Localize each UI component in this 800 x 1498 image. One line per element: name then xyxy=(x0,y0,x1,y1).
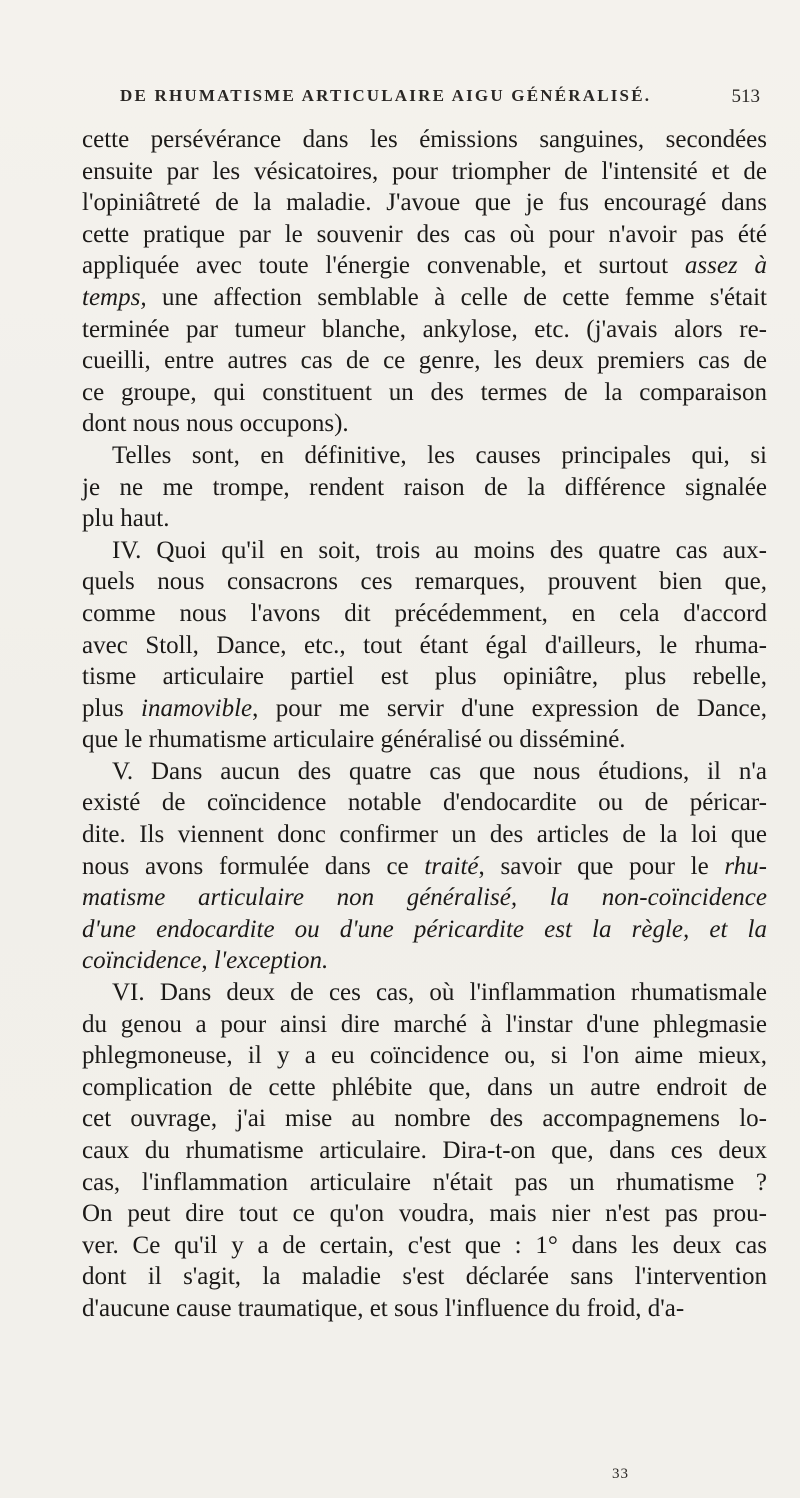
text-line xyxy=(82,914,767,946)
text-segment: plus xyxy=(82,694,142,722)
text-line: existé de coïncidence notable d'endocardite ou de péricar- xyxy=(82,789,767,817)
text-line: dite. Ils viennent donc confirmer un des articles de la loi que xyxy=(82,821,767,849)
running-title: DE RHUMATISME ARTICULAIRE AIGU GÉNÉRALISÉ. xyxy=(120,86,652,105)
text-line: IV. Quoi qu'il en soit, trois au moins des quatre cas aux- xyxy=(112,536,767,564)
text-line: VI. Dans deux de ces cas, où l'inflammation rhumatismale xyxy=(112,979,767,1007)
text-line: l'opiniâtreté de la maladie. J'avoue que je fus encouragé dans xyxy=(82,189,767,217)
text-line: cette persévérance dans les émissions sanguines, secondées xyxy=(82,126,767,153)
italic-text: inamovible xyxy=(141,694,253,722)
text-segment: , savoir que pour le xyxy=(478,852,725,880)
italic-text: temps, xyxy=(82,283,147,311)
text-line: terminée par tumeur blanche, ankylose, etc. (j'avais alors re- xyxy=(82,315,767,343)
text-segment: une affection semblable à celle de cette femme s'était xyxy=(146,283,767,311)
italic-text: matisme articulaire non généralisé, la non-coïncidence xyxy=(82,884,767,912)
text-line: d'aucune cause traumatique, et sous l'influence du froid, d'a- xyxy=(82,1294,685,1322)
text-line xyxy=(82,882,767,914)
text-line: complication de cette phlébite que, dans un autre endroit de xyxy=(82,1073,767,1101)
text-line: je ne me trompe, rendent raison de la différence signalée xyxy=(82,473,767,501)
text-line: avec Stoll, Dance, etc., tout étant égal d'ailleurs, le rhuma- xyxy=(82,631,767,659)
italic-text: rhu- xyxy=(724,852,767,880)
text-segment: appliquée avec toute l'énergie convenable, et surtout xyxy=(82,252,685,280)
text-line: tisme articulaire partiel est plus opiniâtre, plus rebelle, xyxy=(82,663,767,691)
body-text xyxy=(82,124,767,1325)
text-line xyxy=(82,945,767,977)
italic-text: l'exception. xyxy=(213,947,329,975)
text-line: plu haut. xyxy=(82,505,170,533)
text-line: V. Dans aucun des quatre cas que nous étudions, il n'a xyxy=(112,757,767,785)
text-line: Telles sont, en définitive, les causes principales qui, si xyxy=(112,441,767,469)
text-line: dont nous nous occupons). xyxy=(82,410,349,438)
text-line: phlegmoneuse, il y a eu coïncidence ou, si l'on aime mieux, xyxy=(82,1042,767,1070)
text-line: cueilli, entre autres cas de ce genre, les deux premiers cas de xyxy=(82,347,767,375)
text-line: cette pratique par le souvenir des cas où pour n'avoir pas été xyxy=(82,220,767,248)
text-line: cas, l'inflammation articulaire n'était pas un rhumatisme ? xyxy=(82,1168,767,1196)
text-segment: nous avons formulée dans ce xyxy=(82,852,425,880)
text-line: ver. Ce qu'il y a de certain, c'est que : 1° dans les deux cas xyxy=(82,1231,767,1259)
text-segment: , pour me servir d'une expression de Dance, xyxy=(252,694,767,722)
page-number: 513 xyxy=(731,86,760,107)
text-line: cet ouvrage, j'ai mise au nombre des accompagnemens lo- xyxy=(82,1105,767,1133)
text-segment: , xyxy=(201,947,214,975)
italic-text: assez à xyxy=(684,252,767,280)
text-line: comme nous l'avons dit précédemment, en cela d'accord xyxy=(82,599,767,627)
text-line xyxy=(82,851,767,883)
signature-mark: 33 xyxy=(612,1466,629,1482)
text-line: dont il s'agit, la maladie s'est déclarée sans l'intervention xyxy=(82,1263,767,1291)
text-line: caux du rhumatisme articulaire. Dira-t-on que, dans ces deux xyxy=(82,1137,767,1164)
text-line: du genou a pour ainsi dire marché à l'instar d'une phlegmasie xyxy=(82,1010,767,1038)
text-line: ensuite par les vésicatoires, pour triompher de l'intensité et de xyxy=(82,157,767,185)
text-line: quels nous consacrons ces remarques, prouvent bien que, xyxy=(82,568,767,596)
text-line: que le rhumatisme articulaire généralisé ou disséminé. xyxy=(82,726,626,754)
text-line xyxy=(82,250,767,282)
italic-text: d'une endocardite ou d'une péricardite est la règle, et la xyxy=(82,915,767,943)
text-line xyxy=(82,282,767,314)
text-line xyxy=(82,693,767,725)
italic-text: coïncidence xyxy=(82,947,202,975)
italic-text: traité xyxy=(424,852,479,880)
text-line: On peut dire tout ce qu'on voudra, mais nier n'est pas prou- xyxy=(82,1200,767,1228)
running-header xyxy=(120,86,760,114)
text-line: ce groupe, qui constituent un des termes de la comparaison xyxy=(82,378,767,406)
